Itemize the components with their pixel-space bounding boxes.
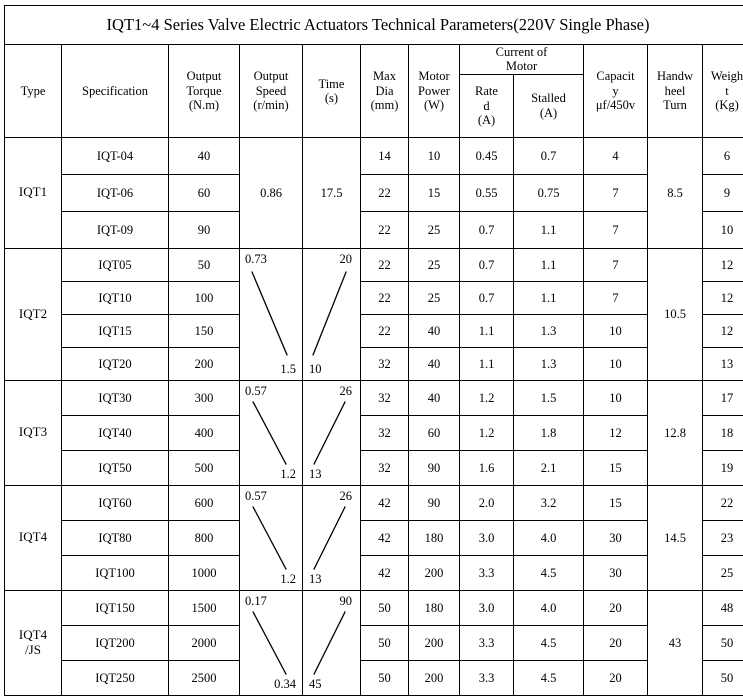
- table-row: [5, 590, 743, 625]
- group-type-iqt4-js-line1: IQT4: [18, 626, 48, 642]
- rated-iqt3-2: 1.6: [460, 450, 514, 485]
- speed-range-iqt2: [240, 248, 303, 380]
- capacity-iqt4-0: 15: [584, 485, 648, 520]
- power-iqt1-2: 25: [409, 211, 460, 248]
- table-row: [5, 485, 743, 520]
- capacity-iqt4js-0: 20: [584, 590, 648, 625]
- table-row: [5, 450, 743, 485]
- rated-iqt4js-1: 3.3: [460, 625, 514, 660]
- capacity-iqt4js-1: 20: [584, 625, 648, 660]
- rated-iqt1-2: 0.7: [460, 211, 514, 248]
- header-capacity: [584, 45, 648, 138]
- torque-iqt4js-2: 2500: [169, 660, 240, 695]
- torque-iqt2-2: 150: [169, 314, 240, 347]
- rated-iqt2-1: 0.7: [460, 281, 514, 314]
- power-iqt2-1: 25: [409, 281, 460, 314]
- spec-iqt1-2: IQT-09: [62, 211, 169, 248]
- stalled-iqt3-0: 1.5: [514, 380, 584, 415]
- torque-iqt3-2: 500: [169, 450, 240, 485]
- weight-iqt3-2: 19: [703, 450, 743, 485]
- capacity-iqt2-3: 10: [584, 347, 648, 380]
- stalled-iqt2-2: 1.3: [514, 314, 584, 347]
- capacity-iqt2-1: 7: [584, 281, 648, 314]
- header-capacity-line3: μf/450v: [595, 98, 636, 113]
- header-current-of-motor: [460, 45, 584, 75]
- group-type-iqt1: IQT1: [5, 137, 62, 248]
- rated-iqt4-0: 2.0: [460, 485, 514, 520]
- stalled-iqt3-2: 2.1: [514, 450, 584, 485]
- table-row: [5, 137, 743, 174]
- technical-parameters-table: [4, 5, 743, 696]
- header-motor-power-line1: Motor: [418, 69, 450, 84]
- power-iqt1-1: 15: [409, 174, 460, 211]
- weight-iqt4js-2: 50: [703, 660, 743, 695]
- table-row: [5, 174, 743, 211]
- table-row: [5, 211, 743, 248]
- rated-iqt1-0: 0.45: [460, 137, 514, 174]
- dia-iqt2-1: 22: [361, 281, 409, 314]
- group-type-iqt4-js-line2: /JS: [25, 641, 41, 657]
- spec-iqt4-0: IQT60: [62, 485, 169, 520]
- capacity-iqt3-0: 10: [584, 380, 648, 415]
- header-stalled-line1: Stalled: [531, 91, 566, 106]
- weight-iqt4-1: 23: [703, 520, 743, 555]
- spec-iqt2-3: IQT20: [62, 347, 169, 380]
- stalled-iqt4-0: 3.2: [514, 485, 584, 520]
- handwheel-iqt3: 12.8: [648, 380, 703, 485]
- time-range-iqt4-js: [303, 590, 361, 695]
- stalled-iqt4js-0: 4.0: [514, 590, 584, 625]
- table-row: [5, 281, 743, 314]
- group-type-iqt4: IQT4: [5, 485, 62, 590]
- speed-range-iqt4: [240, 485, 303, 590]
- time-range-iqt4-top: 26: [339, 488, 352, 503]
- dia-iqt1-2: 22: [361, 211, 409, 248]
- header-row-1: [5, 45, 743, 75]
- weight-iqt2-3: 13: [703, 347, 743, 380]
- capacity-iqt1-1: 7: [584, 174, 648, 211]
- weight-iqt1-0: 6: [703, 137, 743, 174]
- table-row: [5, 347, 743, 380]
- stalled-iqt2-1: 1.1: [514, 281, 584, 314]
- time-range-iqt3-top: 26: [339, 383, 352, 398]
- speed-range-iqt4js-bottom: 0.34: [274, 677, 296, 692]
- speed-iqt1: 0.86: [240, 137, 303, 248]
- weight-iqt4-2: 25: [703, 555, 743, 590]
- capacity-iqt1-2: 7: [584, 211, 648, 248]
- stalled-iqt1-1: 0.75: [514, 174, 584, 211]
- time-range-iqt4js-bottom: 45: [309, 677, 322, 692]
- capacity-iqt4-1: 30: [584, 520, 648, 555]
- capacity-iqt2-0: 7: [584, 248, 648, 281]
- title-row: [5, 6, 743, 45]
- table-row: [5, 380, 743, 415]
- handwheel-iqt2: 10.5: [648, 248, 703, 380]
- capacity-iqt4-2: 30: [584, 555, 648, 590]
- spec-iqt4js-2: IQT250: [62, 660, 169, 695]
- rated-iqt2-3: 1.1: [460, 347, 514, 380]
- torque-iqt4-0: 600: [169, 485, 240, 520]
- dia-iqt3-1: 32: [361, 415, 409, 450]
- speed-range-iqt4js-top: 0.17: [245, 593, 267, 608]
- header-output-speed-line2: Speed: [255, 83, 287, 98]
- dia-iqt2-0: 22: [361, 248, 409, 281]
- weight-iqt1-2: 10: [703, 211, 743, 248]
- header-type: Type: [5, 45, 62, 138]
- header-weight-line3: (Kg): [715, 98, 739, 113]
- header-max-dia-line1: Max: [373, 69, 396, 84]
- torque-iqt4-2: 1000: [169, 555, 240, 590]
- torque-iqt4-1: 800: [169, 520, 240, 555]
- spec-iqt2-2: IQT15: [62, 314, 169, 347]
- power-iqt4js-2: 200: [409, 660, 460, 695]
- header-handwheel-line3: Turn: [663, 98, 687, 113]
- spec-iqt3-1: IQT40: [62, 415, 169, 450]
- header-rated-line1: Rate: [475, 84, 498, 99]
- power-iqt2-0: 25: [409, 248, 460, 281]
- spec-iqt3-2: IQT50: [62, 450, 169, 485]
- header-max-dia-line3: (mm): [370, 98, 399, 113]
- time-range-iqt4js-top: 90: [339, 593, 352, 608]
- table-row: [5, 314, 743, 347]
- table-row: [5, 660, 743, 695]
- group-type-iqt2: IQT2: [5, 248, 62, 380]
- stalled-iqt1-2: 1.1: [514, 211, 584, 248]
- time-range-iqt4: [303, 485, 361, 590]
- header-handwheel-turn: [648, 45, 703, 138]
- time-range-iqt2: [303, 248, 361, 380]
- speed-range-iqt4-js: [240, 590, 303, 695]
- time-range-iqt2-bottom: 10: [309, 362, 322, 377]
- spec-iqt1-0: IQT-04: [62, 137, 169, 174]
- header-time-line1: Time: [318, 76, 345, 91]
- group-type-iqt3: IQT3: [5, 380, 62, 485]
- dia-iqt4-0: 42: [361, 485, 409, 520]
- power-iqt3-1: 60: [409, 415, 460, 450]
- time-range-iqt4-bottom: 13: [309, 572, 322, 587]
- power-iqt4-2: 200: [409, 555, 460, 590]
- group-type-iqt4-js: [5, 590, 62, 695]
- spec-iqt2-0: IQT05: [62, 248, 169, 281]
- speed-range-iqt2-bottom: 1.5: [280, 362, 296, 377]
- weight-iqt2-1: 12: [703, 281, 743, 314]
- spec-iqt4js-1: IQT200: [62, 625, 169, 660]
- power-iqt4js-1: 200: [409, 625, 460, 660]
- power-iqt1-0: 10: [409, 137, 460, 174]
- header-time-line2: (s): [324, 90, 339, 105]
- table-row: [5, 625, 743, 660]
- header-weight-line1: Weigh: [710, 69, 743, 84]
- rated-iqt2-0: 0.7: [460, 248, 514, 281]
- weight-iqt2-0: 12: [703, 248, 743, 281]
- weight-iqt4js-1: 50: [703, 625, 743, 660]
- weight-iqt4-0: 22: [703, 485, 743, 520]
- table-row: [5, 248, 743, 281]
- header-motor-power-line2: Power: [418, 83, 450, 98]
- dia-iqt4js-0: 50: [361, 590, 409, 625]
- power-iqt4-0: 90: [409, 485, 460, 520]
- stalled-iqt4js-2: 4.5: [514, 660, 584, 695]
- rated-iqt3-1: 1.2: [460, 415, 514, 450]
- header-output-speed: [240, 45, 303, 138]
- spec-iqt1-1: IQT-06: [62, 174, 169, 211]
- time-range-iqt2-top: 20: [339, 251, 352, 266]
- header-current-line2: Motor: [505, 59, 538, 74]
- speed-range-iqt3: [240, 380, 303, 485]
- spec-iqt4js-0: IQT150: [62, 590, 169, 625]
- dia-iqt2-2: 22: [361, 314, 409, 347]
- speed-range-iqt3-bottom: 1.2: [280, 467, 296, 482]
- dia-iqt2-3: 32: [361, 347, 409, 380]
- rated-iqt4js-2: 3.3: [460, 660, 514, 695]
- header-current-line1: Current of: [495, 45, 548, 59]
- weight-iqt3-1: 18: [703, 415, 743, 450]
- header-max-dia-line2: Dia: [375, 83, 394, 98]
- rated-iqt4js-0: 3.0: [460, 590, 514, 625]
- header-stalled-line2: (A): [539, 105, 558, 120]
- torque-iqt1-1: 60: [169, 174, 240, 211]
- header-handwheel-line2: heel: [664, 83, 686, 98]
- table-row: [5, 555, 743, 590]
- spec-iqt4-2: IQT100: [62, 555, 169, 590]
- torque-iqt1-2: 90: [169, 211, 240, 248]
- dia-iqt1-1: 22: [361, 174, 409, 211]
- capacity-iqt3-2: 15: [584, 450, 648, 485]
- dia-iqt1-0: 14: [361, 137, 409, 174]
- header-output-torque: [169, 45, 240, 138]
- torque-iqt4js-0: 1500: [169, 590, 240, 625]
- power-iqt2-3: 40: [409, 347, 460, 380]
- capacity-iqt1-0: 4: [584, 137, 648, 174]
- weight-iqt4js-0: 48: [703, 590, 743, 625]
- dia-iqt4js-2: 50: [361, 660, 409, 695]
- power-iqt3-0: 40: [409, 380, 460, 415]
- header-specification: Specification: [62, 45, 169, 138]
- header-capacity-line2: y: [612, 83, 619, 98]
- time-range-iqt3-bottom: 13: [309, 467, 322, 482]
- header-stalled-current: [514, 74, 584, 137]
- torque-iqt4js-1: 2000: [169, 625, 240, 660]
- dia-iqt4-2: 42: [361, 555, 409, 590]
- stalled-iqt1-0: 0.7: [514, 137, 584, 174]
- header-capacity-line1: Capacit: [596, 69, 635, 84]
- power-iqt4js-0: 180: [409, 590, 460, 625]
- header-motor-power-line3: (W): [423, 98, 445, 113]
- header-rated-line3: (A): [477, 112, 496, 127]
- stalled-iqt4-1: 4.0: [514, 520, 584, 555]
- header-weight: [703, 45, 743, 138]
- header-time: [303, 45, 361, 138]
- header-rated-current: [460, 74, 514, 137]
- handwheel-iqt4: 14.5: [648, 485, 703, 590]
- stalled-iqt3-1: 1.8: [514, 415, 584, 450]
- dia-iqt3-0: 32: [361, 380, 409, 415]
- torque-iqt3-1: 400: [169, 415, 240, 450]
- weight-iqt3-0: 17: [703, 380, 743, 415]
- torque-iqt1-0: 40: [169, 137, 240, 174]
- torque-iqt2-3: 200: [169, 347, 240, 380]
- page-title: IQT1~4 Series Valve Electric Actuators Technical Parameters(220V Single Phase): [5, 6, 743, 45]
- speed-range-iqt4-bottom: 1.2: [280, 572, 296, 587]
- header-output-torque-line2: Torque: [186, 83, 222, 98]
- power-iqt2-2: 40: [409, 314, 460, 347]
- rated-iqt1-1: 0.55: [460, 174, 514, 211]
- header-output-speed-line3: (r/min): [253, 98, 289, 113]
- speed-range-iqt2-top: 0.73: [245, 251, 267, 266]
- weight-iqt1-1: 9: [703, 174, 743, 211]
- stalled-iqt2-0: 1.1: [514, 248, 584, 281]
- header-weight-line2: t: [725, 83, 729, 98]
- rated-iqt4-1: 3.0: [460, 520, 514, 555]
- power-iqt4-1: 180: [409, 520, 460, 555]
- header-output-torque-line1: Output: [186, 69, 222, 84]
- dia-iqt3-2: 32: [361, 450, 409, 485]
- torque-iqt2-1: 100: [169, 281, 240, 314]
- speed-range-iqt3-top: 0.57: [245, 383, 267, 398]
- speed-range-iqt4-top: 0.57: [245, 488, 267, 503]
- header-output-torque-line3: (N.m): [188, 98, 220, 113]
- rated-iqt4-2: 3.3: [460, 555, 514, 590]
- dia-iqt4-1: 42: [361, 520, 409, 555]
- power-iqt3-2: 90: [409, 450, 460, 485]
- spec-iqt3-0: IQT30: [62, 380, 169, 415]
- rated-iqt3-0: 1.2: [460, 380, 514, 415]
- handwheel-iqt4-js: 43: [648, 590, 703, 695]
- torque-iqt3-0: 300: [169, 380, 240, 415]
- time-range-iqt3: [303, 380, 361, 485]
- table-row: [5, 415, 743, 450]
- table-row: [5, 520, 743, 555]
- header-rated-line2: d: [483, 98, 490, 113]
- header-motor-power: [409, 45, 460, 138]
- capacity-iqt2-2: 10: [584, 314, 648, 347]
- dia-iqt4js-1: 50: [361, 625, 409, 660]
- capacity-iqt4js-2: 20: [584, 660, 648, 695]
- capacity-iqt3-1: 12: [584, 415, 648, 450]
- header-handwheel-line1: Handw: [656, 69, 694, 84]
- handwheel-iqt1: 8.5: [648, 137, 703, 248]
- time-iqt1: 17.5: [303, 137, 361, 248]
- torque-iqt2-0: 50: [169, 248, 240, 281]
- header-max-dia: [361, 45, 409, 138]
- spec-iqt2-1: IQT10: [62, 281, 169, 314]
- stalled-iqt4-2: 4.5: [514, 555, 584, 590]
- stalled-iqt2-3: 1.3: [514, 347, 584, 380]
- header-output-speed-line1: Output: [253, 69, 289, 84]
- weight-iqt2-2: 12: [703, 314, 743, 347]
- stalled-iqt4js-1: 4.5: [514, 625, 584, 660]
- rated-iqt2-2: 1.1: [460, 314, 514, 347]
- spec-iqt4-1: IQT80: [62, 520, 169, 555]
